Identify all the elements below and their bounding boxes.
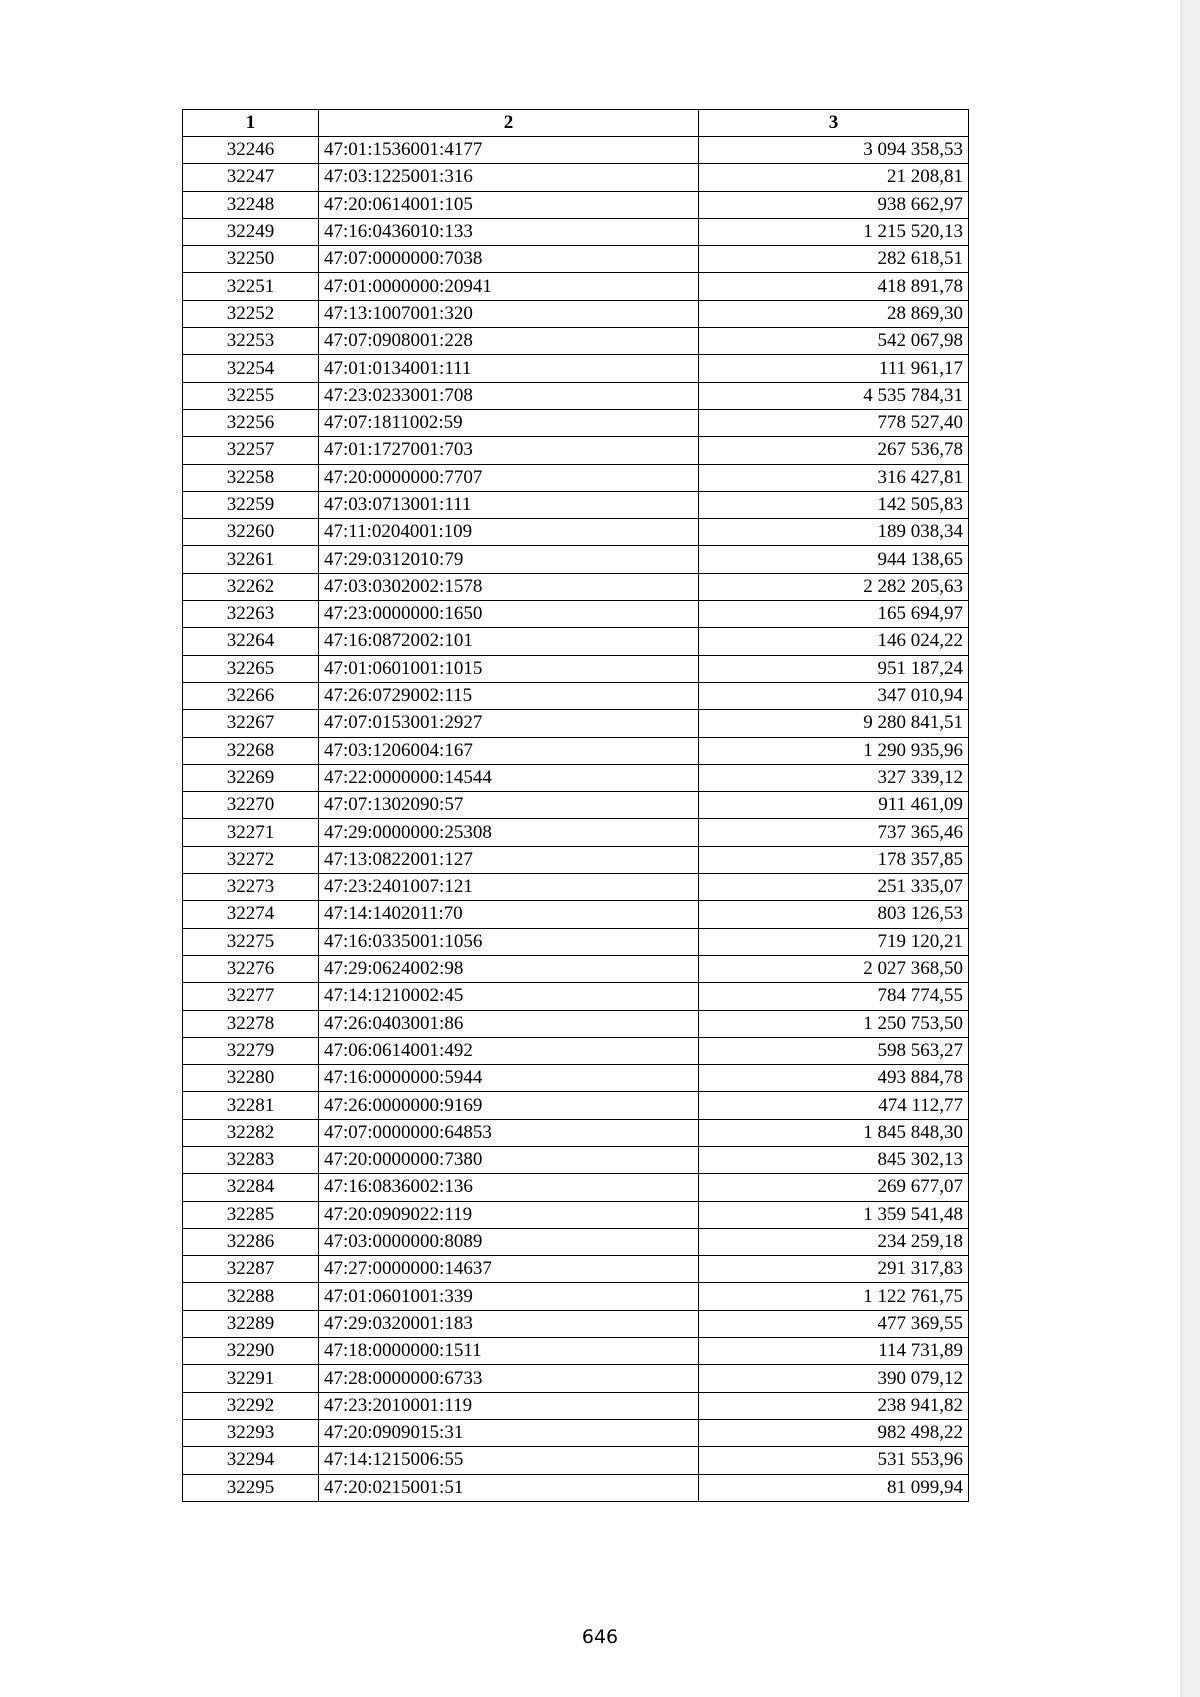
page-number: 646 — [581, 1626, 619, 1648]
value-cell: 1 215 520,13 — [699, 218, 969, 245]
value-cell: 81 099,94 — [699, 1474, 969, 1501]
table-row — [183, 1201, 969, 1228]
cadastral-number-cell: 47:14:1215006:55 — [319, 1447, 699, 1474]
row-number-cell: 32258 — [183, 464, 319, 491]
cadastral-number-cell: 47:07:0153001:2927 — [319, 710, 699, 737]
table-row — [183, 464, 969, 491]
table-row — [183, 1283, 969, 1310]
table-row — [183, 409, 969, 436]
cadastral-number-cell: 47:07:1302090:57 — [319, 792, 699, 819]
cadastral-number-cell: 47:16:0335001:1056 — [319, 928, 699, 955]
table-row — [183, 546, 969, 573]
value-cell: 1 359 541,48 — [699, 1201, 969, 1228]
cadastral-number-cell: 47:01:1536001:4177 — [319, 137, 699, 164]
table-header-row — [183, 110, 969, 137]
cadastral-number-cell: 47:03:1225001:316 — [319, 164, 699, 191]
table-row — [183, 382, 969, 409]
value-cell: 598 563,27 — [699, 1037, 969, 1064]
cadastral-number-cell: 47:07:0000000:7038 — [319, 246, 699, 273]
table-row — [183, 1256, 969, 1283]
row-number-cell: 32276 — [183, 955, 319, 982]
row-number-cell: 32265 — [183, 655, 319, 682]
value-cell: 493 884,78 — [699, 1065, 969, 1092]
row-number-cell: 32285 — [183, 1201, 319, 1228]
column-header-3: 3 — [699, 110, 969, 137]
scrollbar[interactable] — [1181, 0, 1200, 1697]
row-number-cell: 32292 — [183, 1392, 319, 1419]
value-cell: 142 505,83 — [699, 491, 969, 518]
table-row — [183, 819, 969, 846]
row-number-cell: 32277 — [183, 983, 319, 1010]
row-number-cell: 32253 — [183, 328, 319, 355]
table-row — [183, 491, 969, 518]
row-number-cell: 32260 — [183, 519, 319, 546]
table-row — [183, 1338, 969, 1365]
row-number-cell: 32289 — [183, 1310, 319, 1337]
cadastral-number-cell: 47:26:0000000:9169 — [319, 1092, 699, 1119]
cadastral-number-cell: 47:01:0134001:111 — [319, 355, 699, 382]
table-row — [183, 1447, 969, 1474]
table-row — [183, 1310, 969, 1337]
table-row — [183, 846, 969, 873]
value-cell: 316 427,81 — [699, 464, 969, 491]
cadastral-number-cell: 47:18:0000000:1511 — [319, 1338, 699, 1365]
cadastral-number-cell: 47:20:0909022:119 — [319, 1201, 699, 1228]
table-row — [183, 682, 969, 709]
value-cell: 951 187,24 — [699, 655, 969, 682]
cadastral-number-cell: 47:29:0320001:183 — [319, 1310, 699, 1337]
row-number-cell: 32250 — [183, 246, 319, 273]
value-cell: 737 365,46 — [699, 819, 969, 846]
table-row — [183, 1365, 969, 1392]
table-row — [183, 519, 969, 546]
row-number-cell: 32255 — [183, 382, 319, 409]
cadastral-number-cell: 47:27:0000000:14637 — [319, 1256, 699, 1283]
table-row — [183, 300, 969, 327]
value-cell: 1 290 935,96 — [699, 737, 969, 764]
row-number-cell: 32263 — [183, 601, 319, 628]
row-number-cell: 32251 — [183, 273, 319, 300]
table-row — [183, 1174, 969, 1201]
row-number-cell: 32256 — [183, 409, 319, 436]
value-cell: 189 038,34 — [699, 519, 969, 546]
row-number-cell: 32282 — [183, 1119, 319, 1146]
value-cell: 1 845 848,30 — [699, 1119, 969, 1146]
value-cell: 28 869,30 — [699, 300, 969, 327]
table-row — [183, 137, 969, 164]
cadastral-number-cell: 47:07:0000000:64853 — [319, 1119, 699, 1146]
cadastral-number-cell: 47:23:2010001:119 — [319, 1392, 699, 1419]
row-number-cell: 32280 — [183, 1065, 319, 1092]
row-number-cell: 32247 — [183, 164, 319, 191]
table-row — [183, 928, 969, 955]
row-number-cell: 32259 — [183, 491, 319, 518]
row-number-cell: 32261 — [183, 546, 319, 573]
table-row — [183, 983, 969, 1010]
cadastral-number-cell: 47:03:0302002:1578 — [319, 573, 699, 600]
cadastral-number-cell: 47:07:0908001:228 — [319, 328, 699, 355]
value-cell: 291 317,83 — [699, 1256, 969, 1283]
cadastral-number-cell: 47:23:0000000:1650 — [319, 601, 699, 628]
row-number-cell: 32254 — [183, 355, 319, 382]
cadastral-number-cell: 47:26:0403001:86 — [319, 1010, 699, 1037]
value-cell: 474 112,77 — [699, 1092, 969, 1119]
value-cell: 165 694,97 — [699, 601, 969, 628]
table-body — [183, 137, 969, 1502]
row-number-cell: 32295 — [183, 1474, 319, 1501]
value-cell: 251 335,07 — [699, 874, 969, 901]
row-number-cell: 32252 — [183, 300, 319, 327]
cadastral-number-cell: 47:06:0614001:492 — [319, 1037, 699, 1064]
table-row — [183, 218, 969, 245]
value-cell: 944 138,65 — [699, 546, 969, 573]
value-cell: 982 498,22 — [699, 1419, 969, 1446]
row-number-cell: 32271 — [183, 819, 319, 846]
cadastral-number-cell: 47:16:0836002:136 — [319, 1174, 699, 1201]
cadastral-number-cell: 47:20:0000000:7380 — [319, 1146, 699, 1173]
cadastral-number-cell: 47:28:0000000:6733 — [319, 1365, 699, 1392]
row-number-cell: 32275 — [183, 928, 319, 955]
value-cell: 531 553,96 — [699, 1447, 969, 1474]
cadastral-number-cell: 47:13:1007001:320 — [319, 300, 699, 327]
cadastral-number-cell: 47:01:1727001:703 — [319, 437, 699, 464]
value-cell: 3 094 358,53 — [699, 137, 969, 164]
cadastral-number-cell: 47:14:1402011:70 — [319, 901, 699, 928]
row-number-cell: 32272 — [183, 846, 319, 873]
cadastral-number-cell: 47:20:0909015:31 — [319, 1419, 699, 1446]
cadastral-number-cell: 47:26:0729002:115 — [319, 682, 699, 709]
table-row — [183, 1146, 969, 1173]
table-row — [183, 792, 969, 819]
row-number-cell: 32264 — [183, 628, 319, 655]
table-row — [183, 764, 969, 791]
cadastral-number-cell: 47:11:0204001:109 — [319, 519, 699, 546]
data-table — [182, 109, 969, 1502]
cadastral-number-cell: 47:16:0000000:5944 — [319, 1065, 699, 1092]
cadastral-number-cell: 47:03:0000000:8089 — [319, 1228, 699, 1255]
row-number-cell: 32293 — [183, 1419, 319, 1446]
table-row — [183, 601, 969, 628]
value-cell: 111 961,17 — [699, 355, 969, 382]
table-row — [183, 573, 969, 600]
value-cell: 238 941,82 — [699, 1392, 969, 1419]
value-cell: 269 677,07 — [699, 1174, 969, 1201]
cadastral-number-cell: 47:03:1206004:167 — [319, 737, 699, 764]
value-cell: 267 536,78 — [699, 437, 969, 464]
row-number-cell: 32274 — [183, 901, 319, 928]
value-cell: 9 280 841,51 — [699, 710, 969, 737]
value-cell: 542 067,98 — [699, 328, 969, 355]
table-row — [183, 710, 969, 737]
table-row — [183, 1392, 969, 1419]
table-row — [183, 328, 969, 355]
value-cell: 390 079,12 — [699, 1365, 969, 1392]
table-row — [183, 901, 969, 928]
table-row — [183, 191, 969, 218]
table-row — [183, 655, 969, 682]
table-row — [183, 273, 969, 300]
cadastral-number-cell: 47:29:0312010:79 — [319, 546, 699, 573]
row-number-cell: 32268 — [183, 737, 319, 764]
cadastral-number-cell: 47:01:0601001:1015 — [319, 655, 699, 682]
table-row — [183, 437, 969, 464]
cadastral-number-cell: 47:16:0872002:101 — [319, 628, 699, 655]
table-row — [183, 628, 969, 655]
row-number-cell: 32246 — [183, 137, 319, 164]
row-number-cell: 32291 — [183, 1365, 319, 1392]
row-number-cell: 32270 — [183, 792, 319, 819]
cadastral-number-cell: 47:29:0000000:25308 — [319, 819, 699, 846]
row-number-cell: 32278 — [183, 1010, 319, 1037]
cadastral-number-cell: 47:20:0215001:51 — [319, 1474, 699, 1501]
value-cell: 146 024,22 — [699, 628, 969, 655]
column-header-1: 1 — [183, 110, 319, 137]
value-cell: 114 731,89 — [699, 1338, 969, 1365]
cadastral-number-cell: 47:13:0822001:127 — [319, 846, 699, 873]
table-row — [183, 246, 969, 273]
row-number-cell: 32288 — [183, 1283, 319, 1310]
column-header-2: 2 — [319, 110, 699, 137]
row-number-cell: 32281 — [183, 1092, 319, 1119]
cadastral-number-cell: 47:29:0624002:98 — [319, 955, 699, 982]
value-cell: 803 126,53 — [699, 901, 969, 928]
table-row — [183, 874, 969, 901]
cadastral-number-cell: 47:03:0713001:111 — [319, 491, 699, 518]
value-cell: 347 010,94 — [699, 682, 969, 709]
cadastral-number-cell: 47:23:2401007:121 — [319, 874, 699, 901]
row-number-cell: 32287 — [183, 1256, 319, 1283]
value-cell: 845 302,13 — [699, 1146, 969, 1173]
table-row — [183, 1474, 969, 1501]
row-number-cell: 32266 — [183, 682, 319, 709]
value-cell: 477 369,55 — [699, 1310, 969, 1337]
value-cell: 911 461,09 — [699, 792, 969, 819]
row-number-cell: 32284 — [183, 1174, 319, 1201]
row-number-cell: 32294 — [183, 1447, 319, 1474]
value-cell: 1 250 753,50 — [699, 1010, 969, 1037]
value-cell: 938 662,97 — [699, 191, 969, 218]
row-number-cell: 32279 — [183, 1037, 319, 1064]
table-row — [183, 1419, 969, 1446]
cadastral-number-cell: 47:20:0614001:105 — [319, 191, 699, 218]
row-number-cell: 32248 — [183, 191, 319, 218]
table-row — [183, 164, 969, 191]
cadastral-number-cell: 47:01:0601001:339 — [319, 1283, 699, 1310]
table-row — [183, 1010, 969, 1037]
row-number-cell: 32273 — [183, 874, 319, 901]
row-number-cell: 32290 — [183, 1338, 319, 1365]
table-row — [183, 1065, 969, 1092]
value-cell: 2 027 368,50 — [699, 955, 969, 982]
table-row — [183, 1037, 969, 1064]
cadastral-number-cell: 47:14:1210002:45 — [319, 983, 699, 1010]
row-number-cell: 32269 — [183, 764, 319, 791]
table-row — [183, 955, 969, 982]
table-row — [183, 737, 969, 764]
value-cell: 418 891,78 — [699, 273, 969, 300]
row-number-cell: 32267 — [183, 710, 319, 737]
value-cell: 4 535 784,31 — [699, 382, 969, 409]
cadastral-number-cell: 47:23:0233001:708 — [319, 382, 699, 409]
row-number-cell: 32283 — [183, 1146, 319, 1173]
value-cell: 719 120,21 — [699, 928, 969, 955]
value-cell: 784 774,55 — [699, 983, 969, 1010]
row-number-cell: 32262 — [183, 573, 319, 600]
value-cell: 2 282 205,63 — [699, 573, 969, 600]
cadastral-number-cell: 47:20:0000000:7707 — [319, 464, 699, 491]
value-cell: 327 339,12 — [699, 764, 969, 791]
cadastral-number-cell: 47:07:1811002:59 — [319, 409, 699, 436]
table-row — [183, 355, 969, 382]
table-row — [183, 1228, 969, 1255]
value-cell: 1 122 761,75 — [699, 1283, 969, 1310]
value-cell: 21 208,81 — [699, 164, 969, 191]
value-cell: 234 259,18 — [699, 1228, 969, 1255]
value-cell: 178 357,85 — [699, 846, 969, 873]
row-number-cell: 32286 — [183, 1228, 319, 1255]
table-row — [183, 1092, 969, 1119]
value-cell: 778 527,40 — [699, 409, 969, 436]
cadastral-number-cell: 47:22:0000000:14544 — [319, 764, 699, 791]
value-cell: 282 618,51 — [699, 246, 969, 273]
row-number-cell: 32257 — [183, 437, 319, 464]
table-row — [183, 1119, 969, 1146]
row-number-cell: 32249 — [183, 218, 319, 245]
cadastral-number-cell: 47:16:0436010:133 — [319, 218, 699, 245]
cadastral-number-cell: 47:01:0000000:20941 — [319, 273, 699, 300]
